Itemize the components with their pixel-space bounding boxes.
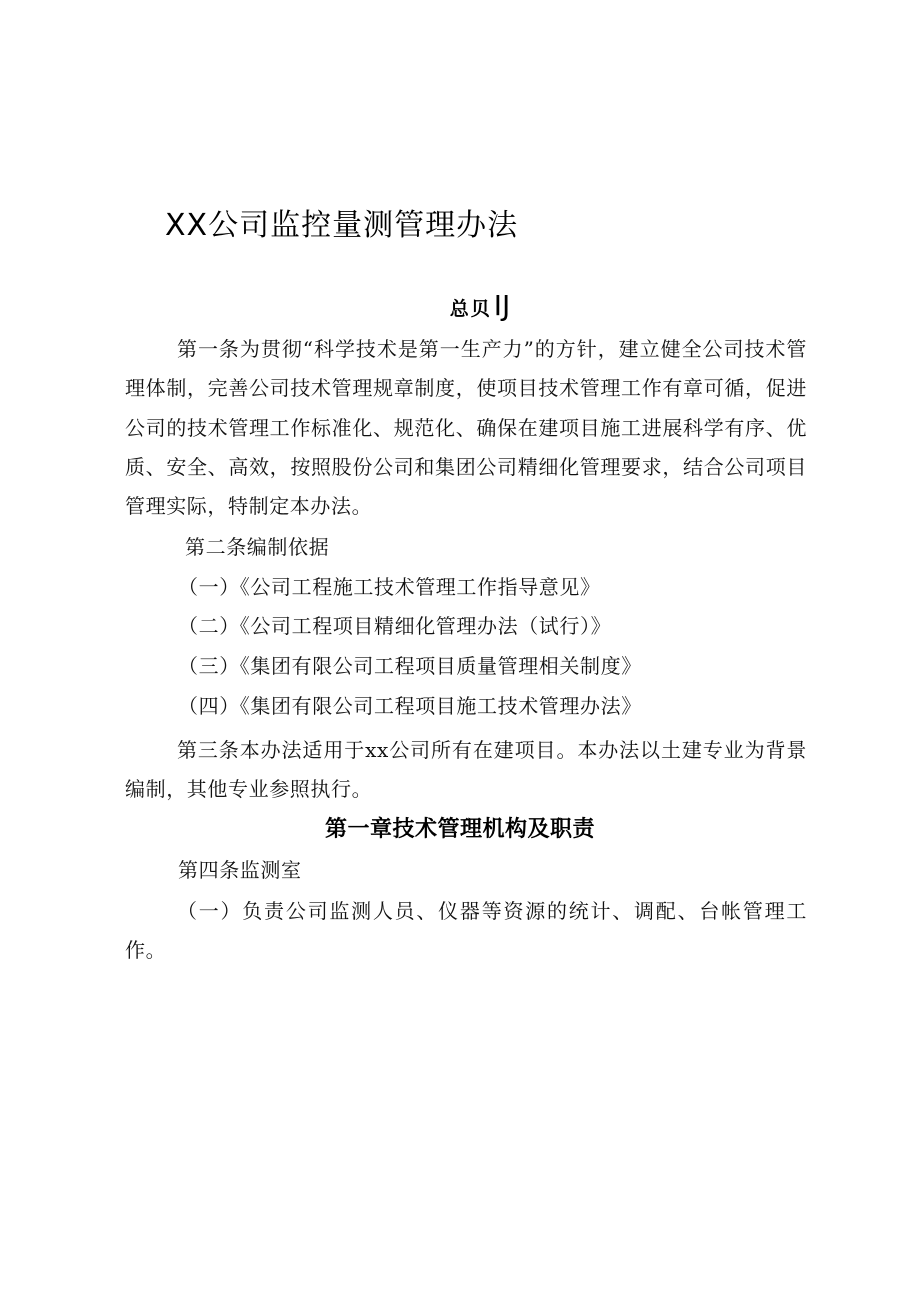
basis-item: （一）《公司工程施工技术管理工作指导意见》 — [178, 575, 601, 599]
article-4-heading: 第四条监测室 — [178, 858, 302, 882]
general-provisions-heading — [0, 290, 920, 326]
article-1-paragraph: 第一条为贯彻“科学技术是第一生产力”的方针，建立健全公司技术管理体制，完善公司技术管理规章制度，使项目技术管理工作有章可循，促进公司的技术管理工作标准化、规范化、确保在建项目施工进展科学有序、优质、安全、高效，按照股份公司和集团公司精细化管理要求，结合公司项目管理实际，特制定本办法。 — [125, 337, 807, 519]
chapter-1-heading: 第一章技术管理机构及职责 — [324, 817, 595, 842]
document-title: XX公司监控量测管理办法 — [165, 208, 519, 243]
article-2-heading: 第二条编制依据 — [185, 535, 330, 559]
basis-item: （四）《集团有限公司工程项目施工技术管理办法》 — [178, 694, 642, 718]
basis-item: （二）《公司工程项目精细化管理办法（试行）》 — [178, 614, 612, 638]
general-provisions-heading-suffix: IJ — [493, 289, 511, 322]
article-4-item-1-paragraph: （一）负责公司监测人员、仪器等资源的统计、调配、台帐管理工作。 — [125, 899, 807, 963]
article-3-paragraph: 第三条本办法适用于xx公司所有在建项目。本办法以土建专业为背景编制，其他专业参照执行。 — [125, 738, 807, 802]
basis-item: （三）《集团有限公司工程项目质量管理相关制度》 — [178, 654, 642, 678]
general-provisions-heading-text: 总贝 — [449, 298, 492, 320]
